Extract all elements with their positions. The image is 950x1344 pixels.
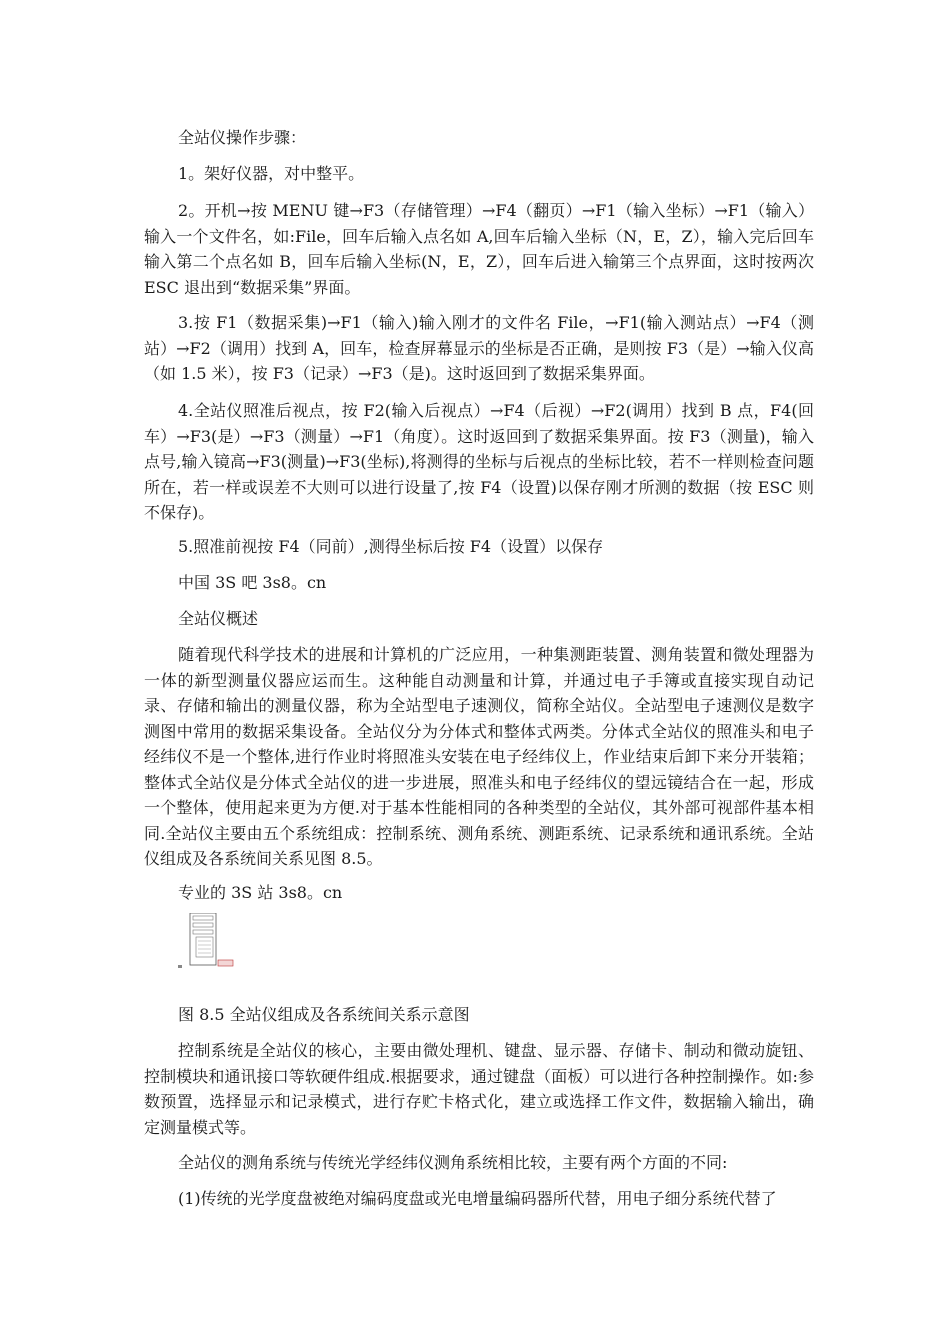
source-line-1: 中国 3S 吧 3s8。cn — [178, 573, 327, 592]
step-2: 2。开机→按 MENU 键→F3（存储管理）→F4（翻页）→F1（输入坐标）→F1（输入）输入一个文件名，如:File，回车后输入点名如 A,回车后输入坐标（N，E，Z），输入完后回车输入第二个点名如 B，回车后输入坐标(N，E，Z），回车后进入输第三个点界面，这时按两次 ESC 退出到“数据采集”界面。 — [144, 201, 814, 297]
heading-operation-steps: 全站仪操作步骤： — [178, 128, 307, 147]
figure-diagram-image — [178, 913, 236, 969]
angle-system-intro: 全站仪的测角系统与传统光学经纬仪测角系统相比较，主要有两个方面的不同: — [178, 1153, 728, 1172]
step-4: 4.全站仪照准后视点，按 F2(输入后视点）→F4（后视）→F2(调用）找到 B 点，F4(回车）→F3(是）→F3（测量）→F1（角度）。这时返回到了数据采集界面。按 F3（测量)，输入点号,输入镜高→F3(测量)→F3(坐标),将测得的坐标与后视点的坐标比较，若不一样则检查问题所在，若一样或误差不大则可以进行设量了,按 F4（设置)以保存刚才所测的数据（按 ESC 则不保存)。 — [144, 401, 814, 522]
step-5: 5.照准前视按 F4（同前）,测得坐标后按 F4（设置）以保存 — [178, 537, 604, 556]
source-line-2: 专业的 3S 站 3s8。cn — [178, 883, 343, 902]
step-1: 1。架好仪器，对中整平。 — [178, 164, 365, 183]
figure-thumbnail — [178, 913, 236, 969]
control-system-paragraph: 控制系统是全站仪的核心，主要由微处理机、键盘、显示器、存储卡、制动和微动旋钮、控制模块和通讯接口等软硬件组成.根据要求，通过键盘（面板）可以进行各种控制操作。如:参数预置，选择显示和记录模式，进行存贮卡格式化，建立或选择工作文件，数据输入输出，确定测量模式等。 — [144, 1041, 814, 1137]
step-3: 3.按 F1（数据采集)→F1（输入)输入刚才的文件名 File，→F1(输入测站点）→F4（测站）→F2（调用）找到 A，回车，检查屏幕显示的坐标是否正确，是则按 F3（是）→输入仪高（如 1.5 米），按 F3（记录）→F3（是)。这时返回到了数据采集界面。 — [144, 313, 814, 383]
angle-system-point-1: (1)传统的光学度盘被绝对编码度盘或光电增量编码器所代替，用电子细分系统代替了 — [178, 1189, 777, 1208]
figure-caption: 图 8.5 全站仪组成及各系统间关系示意图 — [178, 1005, 470, 1024]
heading-overview: 全站仪概述 — [178, 609, 259, 628]
overview-paragraph: 随着现代科学技术的进展和计算机的广泛应用，一种集测距装置、测角装置和微处理器为一体的新型测量仪器应运而生。这种能自动测量和计算，并通过电子手簿或直接实现自动记录、存储和输出的测量仪器，称为全站型电子速测仪，简称全站仪。全站型电子速测仪是数字测图中常用的数据采集设备。全站仪分为分体式和整体式两类。分体式全站仪的照准头和电子经纬仪不是一个整体,进行作业时将照准头安装在电子经纬仪上，作业结束后卸下来分开装箱；整体式全站仪是分体式全站仪的进一步进展，照准头和电子经纬仪的望远镜结合在一起，形成一个整体，使用起来更为方便.对于基本性能相同的各种类型的全站仪，其外部可视部件基本相同.全站仪主要由五个系统组成：控制系统、测角系统、测距系统、记录系统和通讯系统。全站仪组成及各系统间关系见图 8.5。 — [144, 645, 814, 868]
